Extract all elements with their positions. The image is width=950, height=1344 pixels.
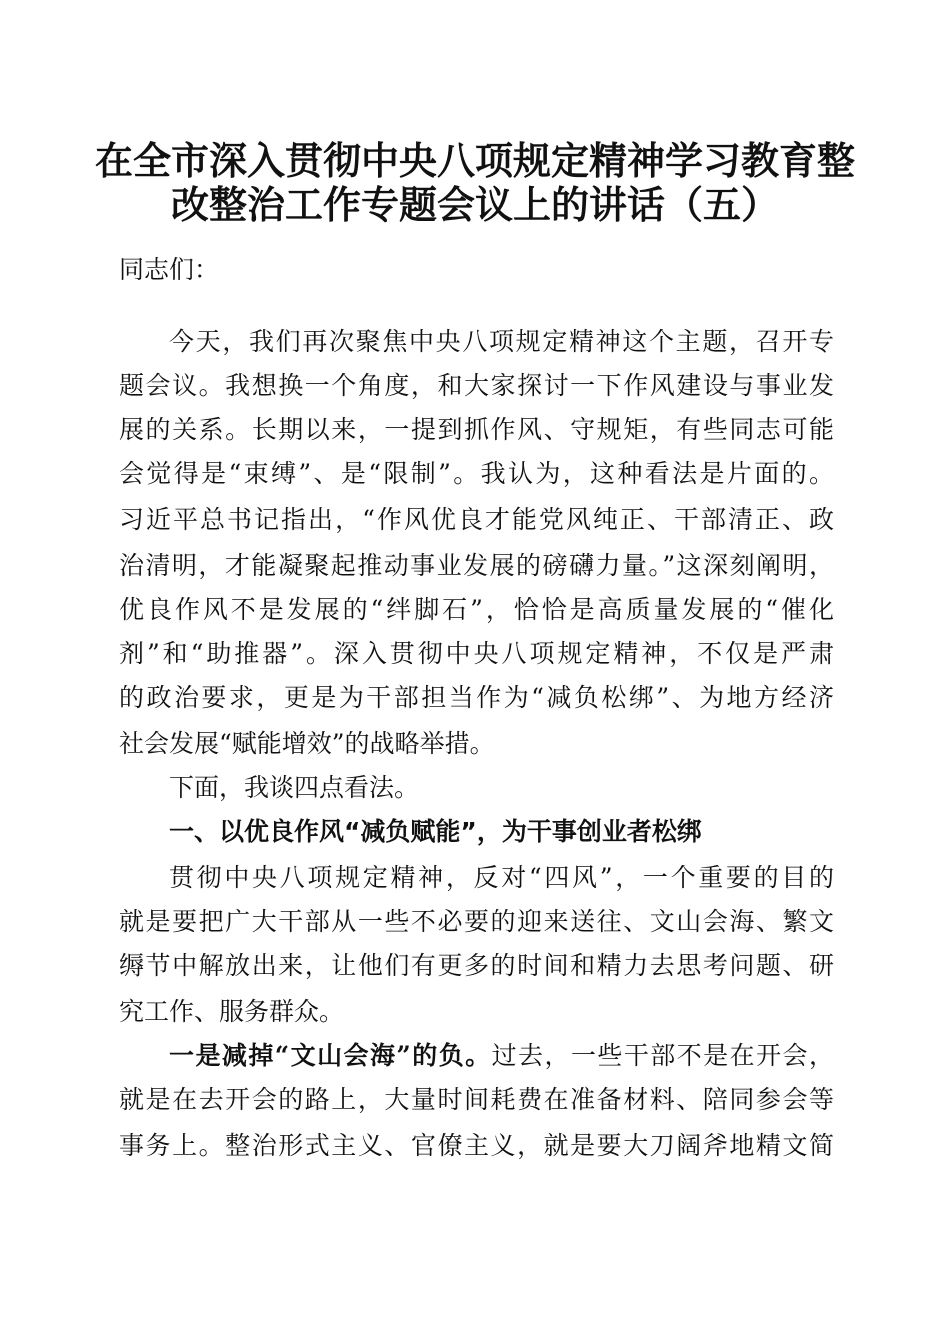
paragraph-line: 事务上。整治形式主义、官僚主义，就是要大刀阔斧地精文简 — [119, 1131, 834, 1160]
paragraph-line: 展的关系。长期以来，一提到抓作风、守规矩，有些同志可能 — [119, 415, 834, 444]
paragraph-line: 优良作风不是发展的“绊脚石”，恰恰是高质量发展的“催化 — [119, 595, 834, 624]
document-title-line-2: 改整治工作专题会议上的讲话（五） — [170, 182, 779, 227]
paragraph-line: 下面，我谈四点看法。 — [169, 773, 420, 802]
paragraph-line: 剂”和“助推器”。深入贯彻中央八项规定精神，不仅是严肃 — [119, 639, 834, 668]
paragraph-line: 题会议。我想换一个角度，和大家探讨一下作风建设与事业发 — [119, 371, 834, 400]
paragraph-line: 就是在去开会的路上，大量时间耗费在准备材料、陪同参会等 — [119, 1085, 834, 1114]
paragraph-line — [169, 1040, 834, 1072]
paragraph-line: 治清明，才能凝聚起推动事业发展的磅礴力量。”这深刻阐明， — [119, 551, 834, 580]
paragraph-line: 社会发展“赋能增效”的战略举措。 — [119, 729, 495, 758]
paragraph-line: 贯彻中央八项规定精神，反对“四风”，一个重要的目的 — [169, 863, 834, 892]
paragraph-lead: 一是减掉“文山会海”的负。 — [169, 1041, 492, 1070]
salutation: 同志们： — [119, 255, 220, 284]
document-title-line-1: 在全市深入贯彻中央八项规定精神学习教育整 — [94, 138, 855, 183]
paragraph-line: 缛节中解放出来，让他们有更多的时间和精力去思考问题、研 — [119, 951, 834, 980]
paragraph-line: 今天，我们再次聚焦中央八项规定精神这个主题，召开专 — [169, 327, 834, 356]
paragraph-line: 就是要把广大干部从一些不必要的迎来送往、文山会海、繁文 — [119, 907, 834, 936]
paragraph-line: 究工作、服务群众。 — [119, 997, 345, 1026]
paragraph-text: 过去，一些干部不是在开会， — [491, 1041, 834, 1070]
paragraph-line: 的政治要求，更是为干部担当作为“减负松绑”、为地方经济 — [119, 683, 834, 712]
section-heading: 一、以优良作风“减负赋能”，为干事创业者松绑 — [169, 817, 702, 846]
paragraph-line: 习近平总书记指出，“作风优良才能党风纯正、干部清正、政 — [119, 505, 834, 534]
paragraph-line: 会觉得是“束缚”、是“限制”。我认为，这种看法是片面的。 — [119, 459, 834, 488]
